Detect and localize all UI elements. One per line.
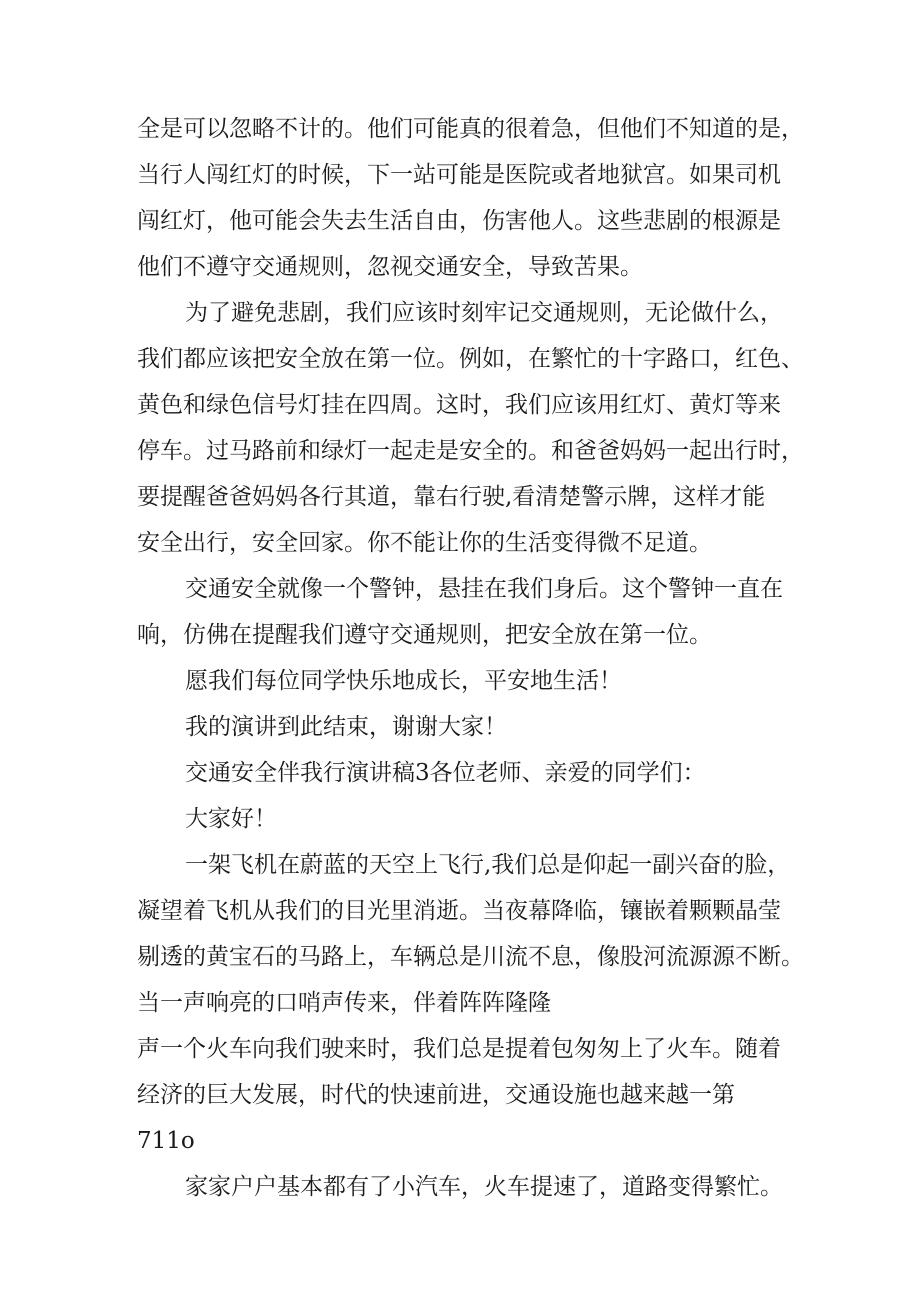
body-text [137,106,807,1210]
text-line: 凝望着飞机从我们的目光里消逝。当夜幕降临，镶嵌着颗颗晶莹 [137,898,781,924]
text-line: 为了避免悲剧，我们应该时刻牢记交通规则，无论做什么， [185,300,783,326]
text-line: 交通安全就像一个警钟，悬挂在我们身后。这个警钟一直在 [185,576,783,602]
text-line: 响，仿佛在提醒我们遵守交通规则，把安全放在第一位。 [137,622,712,648]
text-line: 声一个火车向我们驶来时，我们总是提着包匆匆上了火车。随着 [137,1036,781,1062]
text-line: 711o [137,1128,195,1154]
text-line: 剔透的黄宝石的马路上，车辆总是川流不息，像股河流源源不断。 [137,944,804,970]
text-line: 安全出行，安全回家。你不能让你的生活变得微不足道。 [137,530,712,556]
text-line: 当一声响亮的口哨声传来，伴着阵阵隆隆 [137,990,551,1016]
text-line: 经济的巨大发展，时代的快速前进，交通设施也越来越一第 [137,1082,735,1108]
text-line: 当行人闯红灯的时候，下一站可能是医院或者地狱宫。如果司机 [137,162,781,188]
text-line: 要提醒爸爸妈妈各行其道，靠右行驶,看清楚警示牌，这样才能 [137,484,766,510]
text-line: 一架飞机在蔚蓝的天空上飞行,我们总是仰起一副兴奋的脸， [185,852,791,878]
text-line: 停车。过马路前和绿灯一起走是安全的。和爸爸妈妈一起出行时， [137,438,804,464]
text-line: 大家好！ [185,806,277,832]
text-line: 我的演讲到此结束，谢谢大家！ [185,714,507,740]
text-line: 他们不遵守交通规则，忽视交通安全，导致苦果。 [137,254,643,280]
text-line: 闯红灯，他可能会失去生活自由，伤害他人。这些悲剧的根源是 [137,208,781,234]
text-line: 家家户户基本都有了小汽车，火车提速了，道路变得繁忙。 [185,1174,783,1200]
text-line: 愿我们每位同学快乐地成长，平安地生活！ [185,668,622,694]
text-line: 全是可以忽略不计的。他们可能真的很着急，但他们不知道的是， [137,116,804,142]
text-line: 黄色和绿色信号灯挂在四周。这时，我们应该用红灯、黄灯等来 [137,392,781,418]
text-line: 我们都应该把安全放在第一位。例如，在繁忙的十字路口，红色、 [137,346,804,372]
text-line: 交通安全伴我行演讲稿3各位老师、亲爱的同学们： [185,760,706,786]
